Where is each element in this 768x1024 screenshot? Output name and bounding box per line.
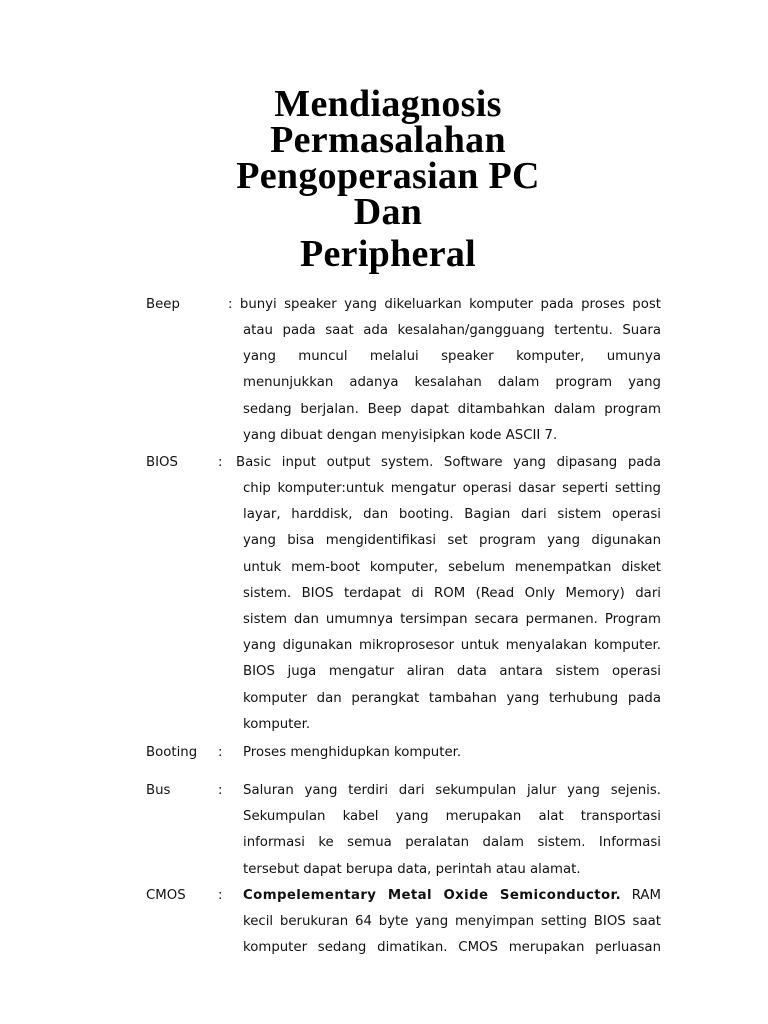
definition-line: komputer sedang dimatikan. CMOS merupakan perluasan xyxy=(243,940,661,956)
colon-booting: : xyxy=(218,745,223,760)
definition-line: tersebut dapat berupa data, perintah atau alamat. xyxy=(243,861,581,877)
colon-bios: : xyxy=(218,455,223,470)
definition-bios-first-line: Basic input output system. Software yang dipasang pada xyxy=(236,455,661,470)
title-line-1: Mendiagnosis xyxy=(274,83,502,125)
definition-line: sistem. BIOS terdapat di ROM (Read Only Memory) dari xyxy=(243,585,661,601)
title-line-3: Pengoperasian PC xyxy=(236,155,540,197)
definition-line: sistem dan umumnya tersimpan secara permanen. Program xyxy=(243,612,661,628)
definition-line: Proses menghidupkan komputer. xyxy=(243,745,462,760)
definition-bus xyxy=(243,778,661,883)
definition-line: yang dibuat dengan menyisipkan kode ASCII 7. xyxy=(243,427,558,443)
title-line-4: Dan xyxy=(353,191,423,233)
definition-line: menunjukkan adanya kesalahan dalam program yang xyxy=(243,375,661,391)
definition-line: atau pada saat ada kesalahan/gangguang tertentu. Suara xyxy=(243,323,661,338)
term-bus: Bus xyxy=(146,783,171,798)
title-line-5: Peripheral xyxy=(299,233,477,275)
definition-line: BIOS juga mengatur aliran data antara sistem operasi xyxy=(243,664,661,680)
definition-line: Sekumpulan kabel yang merupakan alat transportasi xyxy=(243,809,661,825)
definition-beep-first-line: : bunyi speaker yang dikeluarkan komputer pada proses post xyxy=(228,297,661,312)
definition-line: yang bisa mengidentifikasi set program yang digunakan xyxy=(243,533,661,549)
term-booting: Booting xyxy=(146,745,198,760)
definition-cmos xyxy=(243,883,661,962)
definition-line: untuk mem-boot komputer, sebelum menempatkan disket xyxy=(243,559,661,575)
definition-line: Saluran yang terdiri dari sekumpulan jalur yang sejenis. xyxy=(243,783,661,798)
definition-line: komputer. xyxy=(243,716,311,732)
definition-booting xyxy=(243,740,661,766)
colon-bus: : xyxy=(218,783,223,798)
title-line-2: Permasalahan xyxy=(270,119,506,161)
colon-cmos: : xyxy=(218,888,223,903)
term-bios: BIOS xyxy=(146,455,178,470)
definition-beep xyxy=(243,318,661,449)
definition-line: kecil berukuran 64 byte yang menyimpan setting BIOS saat xyxy=(243,914,661,930)
definition-line: yang muncul melalui speaker komputer, umunya xyxy=(243,349,661,365)
definition-first-rest: RAM xyxy=(621,888,662,903)
term-cmos: CMOS xyxy=(146,888,186,903)
definition-line: chip komputer:untuk mengatur operasi dasar seperti setting xyxy=(243,481,661,496)
definition-bold-term: Compelementary Metal Oxide Semiconductor. xyxy=(243,888,622,903)
definition-first-line xyxy=(243,883,661,909)
definition-line: yang digunakan mikroprosesor untuk menyalakan komputer. xyxy=(243,638,661,654)
definition-line: informasi ke semua peralatan dalam sistem. Informasi xyxy=(243,835,661,851)
definition-line: layar, harddisk, dan booting. Bagian dari sistem operasi xyxy=(243,507,661,523)
term-beep: Beep xyxy=(146,297,180,312)
definition-line: komputer dan perangkat tambahan yang terhubung pada xyxy=(243,690,661,706)
document-title xyxy=(200,83,576,275)
definition-line: sedang berjalan. Beep dapat ditambahkan dalam program xyxy=(243,401,661,417)
definition-bios xyxy=(243,476,661,738)
